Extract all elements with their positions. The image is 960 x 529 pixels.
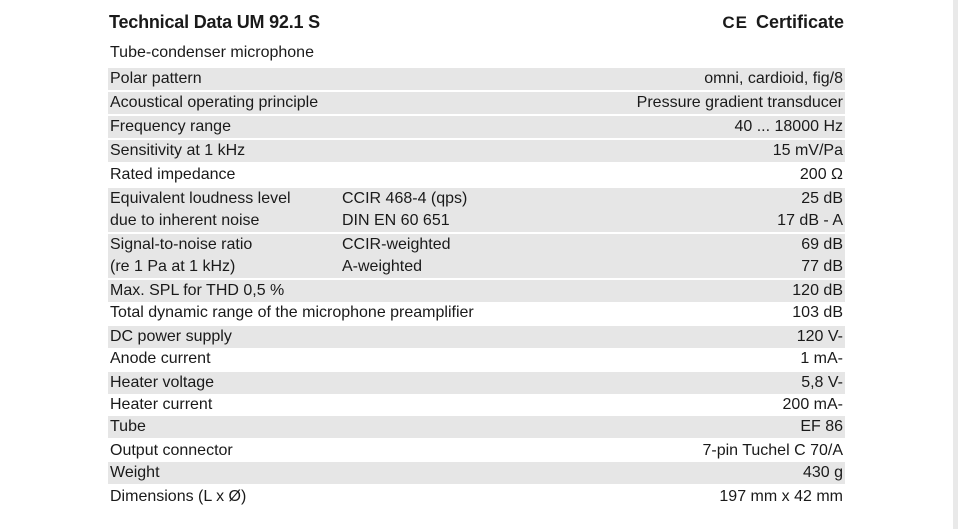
- spec-value: 197 mm x 42 mm: [719, 488, 843, 505]
- spec-value: omni, cardioid, fig/8: [704, 70, 843, 87]
- certificate-text: Certificate: [755, 12, 844, 32]
- spec-label: Rated impedance: [110, 166, 236, 183]
- spec-row: [108, 486, 845, 508]
- spec-value: 1 mA-: [800, 350, 843, 367]
- spec-label: Dimensions (L x Ø): [110, 488, 247, 505]
- spec-value: 430 g: [802, 464, 843, 481]
- ce-mark-icon: CE: [722, 12, 748, 32]
- spec-label: Signal-to-noise ratio: [110, 236, 253, 253]
- spec-row: [108, 234, 845, 278]
- spec-value: 5,8 V-: [801, 374, 843, 391]
- spec-value: 200 mA-: [782, 396, 843, 413]
- page-header: [109, 10, 844, 38]
- spec-label: Frequency range: [110, 118, 231, 135]
- spec-label: DC power supply: [110, 328, 232, 345]
- spec-label: Equivalent loudness level: [110, 190, 291, 207]
- spec-value: 25 dB: [801, 190, 843, 207]
- certificate-label: [722, 12, 844, 33]
- spec-label: Max. SPL for THD 0,5 %: [110, 282, 285, 299]
- spec-row: [108, 188, 845, 232]
- spec-row: [108, 394, 845, 416]
- spec-value: 69 dB: [801, 236, 843, 253]
- spec-value: 103 dB: [792, 304, 843, 321]
- spec-value: 15 mV/Pa: [772, 142, 843, 159]
- spec-row: [108, 68, 845, 90]
- spec-value: 77 dB: [801, 258, 843, 275]
- spec-label: Tube: [110, 418, 146, 435]
- spec-condition: CCIR-weighted: [342, 236, 451, 253]
- spec-value: 200 Ω: [799, 166, 843, 183]
- spec-row: [108, 462, 845, 484]
- spec-label: Acoustical operating principle: [110, 94, 319, 111]
- spec-row: [108, 326, 845, 348]
- spec-row: [108, 280, 845, 302]
- spec-value: 120 dB: [792, 282, 843, 299]
- spec-label: Sensitivity at 1 kHz: [110, 142, 246, 159]
- spec-row: [108, 164, 845, 186]
- spec-value: 40 ... 18000 Hz: [734, 118, 843, 135]
- spec-value: EF 86: [800, 418, 843, 435]
- spec-row: [108, 372, 845, 394]
- spec-label: due to inherent noise: [110, 212, 260, 229]
- spec-value: 120 V-: [796, 328, 843, 345]
- spec-label: Heater voltage: [110, 374, 215, 391]
- spec-value: Pressure gradient transducer: [636, 94, 843, 111]
- spec-value: 7-pin Tuchel C 70/A: [702, 442, 843, 459]
- product-subtitle: Tube-condenser microphone: [110, 44, 314, 61]
- spec-row: [108, 302, 845, 324]
- spec-label: Heater current: [110, 396, 213, 413]
- spec-condition: A-weighted: [342, 258, 423, 275]
- spec-condition: CCIR 468-4 (qps): [342, 190, 468, 207]
- spec-label: Total dynamic range of the microphone preamplifier: [110, 304, 474, 321]
- spec-label: Output connector: [110, 442, 233, 459]
- spec-row: [108, 140, 845, 162]
- spec-row: [108, 348, 845, 370]
- spec-label: Weight: [110, 464, 160, 481]
- spec-row: [108, 416, 845, 438]
- spec-condition: DIN EN 60 651: [342, 212, 450, 229]
- spec-label: Anode current: [110, 350, 211, 367]
- spec-table: [108, 68, 845, 508]
- spec-label: (re 1 Pa at 1 kHz): [110, 258, 236, 275]
- scrollbar-track[interactable]: [953, 0, 958, 529]
- spec-row: [108, 440, 845, 462]
- spec-row: [108, 92, 845, 114]
- spec-row: [108, 116, 845, 138]
- spec-value: 17 dB - A: [777, 212, 843, 229]
- page-title: Technical Data UM 92.1 S: [109, 12, 320, 32]
- spec-label: Polar pattern: [110, 70, 202, 87]
